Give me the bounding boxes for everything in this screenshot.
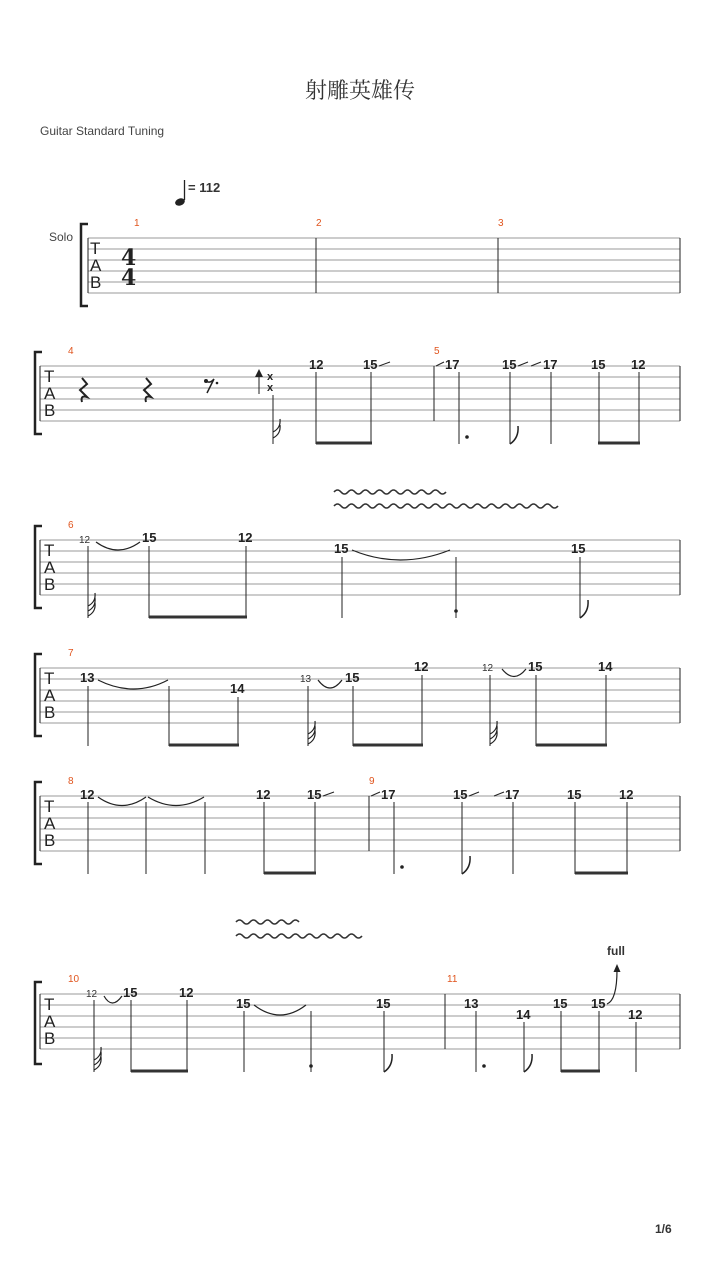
dot — [482, 1064, 486, 1068]
bar-number: 1 — [134, 218, 140, 229]
fret-number: 15 — [345, 670, 360, 685]
fret-number: 13 — [80, 670, 95, 685]
bar-number: 7 — [68, 648, 74, 659]
quarter-rest — [80, 378, 87, 402]
tremolo-flag — [88, 593, 95, 616]
bar-number: 2 — [316, 218, 322, 229]
fret-number: 15 — [142, 530, 157, 545]
flag — [580, 600, 588, 618]
eighth-rest — [204, 379, 218, 393]
system-5 — [35, 776, 680, 874]
slide-mark — [379, 362, 390, 366]
bar-number: 8 — [68, 776, 74, 787]
track-name: Solo — [49, 230, 74, 244]
staff-lines — [88, 238, 680, 293]
tab-letter-t: T — [44, 541, 55, 560]
vibrato-marks — [334, 490, 558, 508]
system-4 — [35, 648, 680, 746]
fret-number: 15 — [123, 985, 138, 1000]
fret-number: 15 — [502, 357, 517, 372]
tab-letter-b: B — [44, 575, 56, 594]
tab-letter-a: A — [44, 558, 56, 577]
slur — [502, 669, 526, 677]
tab-letter-t: T — [44, 669, 55, 688]
fret-number: 12 — [619, 787, 634, 802]
slur — [96, 542, 140, 550]
slide-mark — [518, 362, 528, 366]
note-stems — [88, 675, 606, 746]
fret-number: 12 — [309, 357, 324, 372]
fret-number: 12 — [414, 659, 429, 674]
slur — [318, 680, 342, 688]
fret-number: 12 — [238, 530, 253, 545]
dot — [400, 865, 404, 869]
tab-letter-a: A — [44, 384, 56, 403]
tab-letter-a: A — [90, 256, 102, 275]
dead-note-stroke — [255, 369, 280, 444]
fret-number: 12 — [628, 1007, 643, 1022]
system-3 — [35, 520, 680, 618]
fret-number: 15 — [453, 787, 468, 802]
tab-letter-b: B — [90, 273, 102, 292]
slide-mark — [323, 792, 334, 796]
tie — [254, 1005, 306, 1015]
fret-number: 15 — [553, 996, 568, 1011]
dot — [309, 1064, 313, 1068]
fret-number: 12 — [256, 787, 271, 802]
system-6 — [35, 944, 680, 1072]
system-bracket — [35, 654, 42, 736]
tab-letter-t: T — [44, 995, 55, 1014]
tremolo-flag — [94, 1047, 101, 1070]
tremolo-flag — [308, 721, 315, 744]
system-bracket — [35, 782, 42, 864]
fret-number-grace: 12 — [86, 989, 98, 1000]
flag — [524, 1054, 532, 1072]
fret-number-grace: 13 — [300, 674, 312, 685]
tab-letter-t: T — [90, 239, 101, 258]
system-bracket — [81, 224, 88, 306]
staff-lines — [40, 796, 680, 851]
tab-letter-a: A — [44, 814, 56, 833]
tempo-marking: = 112 — [188, 180, 221, 195]
note-stems — [88, 802, 627, 874]
tab-letter-t: T — [44, 367, 55, 386]
score-title: 射雕英雄传 — [304, 79, 415, 104]
fret-number: 13 — [464, 996, 479, 1011]
slide-mark — [494, 792, 504, 796]
tab-letter-t: T — [44, 797, 55, 816]
note-stems — [88, 546, 580, 618]
bar-number: 3 — [498, 218, 504, 229]
system-bracket — [35, 526, 42, 608]
fret-number-grace: 12 — [79, 535, 91, 546]
fret-number: 17 — [505, 787, 520, 802]
fret-number: 15 — [236, 996, 251, 1011]
fret-number: 15 — [528, 659, 543, 674]
tab-letter-b: B — [44, 401, 56, 420]
fret-number-grace: 12 — [482, 663, 494, 674]
quarter-rest — [144, 378, 151, 402]
fret-number: 12 — [179, 985, 194, 1000]
fret-number: 15 — [591, 996, 606, 1011]
svg-text:x: x — [267, 382, 274, 394]
quarter-note-icon — [174, 180, 186, 207]
tie — [98, 797, 146, 806]
tie — [148, 797, 204, 806]
tie — [98, 680, 168, 689]
staff-lines — [40, 366, 680, 421]
bar-number: 4 — [68, 346, 74, 357]
slide-mark — [436, 362, 444, 366]
dot — [454, 609, 458, 613]
staff-lines — [40, 668, 680, 723]
bend-label: full — [607, 944, 625, 958]
tab-letter-b: B — [44, 703, 56, 722]
flag — [384, 1054, 392, 1072]
bar-number: 9 — [369, 776, 375, 787]
tremolo-flag — [490, 721, 497, 744]
fret-number: 17 — [381, 787, 396, 802]
fret-number: 17 — [445, 357, 460, 372]
slide-mark — [531, 362, 541, 366]
fret-number: 15 — [376, 996, 391, 1011]
fret-number: 17 — [543, 357, 558, 372]
time-signature-bottom: 4 — [121, 265, 137, 291]
slide-mark — [469, 792, 479, 796]
bar-number: 11 — [447, 974, 458, 985]
svg-text:x: x — [267, 371, 274, 383]
note-stems — [316, 372, 639, 444]
bar-number: 5 — [434, 346, 440, 357]
fret-number: 15 — [591, 357, 606, 372]
tuning-label: Guitar Standard Tuning — [40, 124, 165, 138]
tab-letter-a: A — [44, 1012, 56, 1031]
system-1 — [49, 218, 680, 306]
system-bracket — [35, 352, 42, 434]
bar-number: 6 — [68, 520, 74, 531]
fret-number: 14 — [598, 659, 613, 674]
slur — [104, 996, 122, 1003]
fret-number: 14 — [516, 1007, 531, 1022]
fret-number: 15 — [334, 541, 349, 556]
fret-number: 12 — [631, 357, 646, 372]
fret-number: 15 — [567, 787, 582, 802]
tab-letter-b: B — [44, 831, 56, 850]
tab-letter-a: A — [44, 686, 56, 705]
bend-arrow — [607, 944, 625, 1004]
fret-number: 15 — [363, 357, 378, 372]
flag — [462, 856, 470, 874]
bar-number: 10 — [68, 974, 80, 985]
flag — [510, 426, 518, 444]
staff-lines — [40, 994, 680, 1049]
tab-letter-b: B — [44, 1029, 56, 1048]
fret-number: 15 — [571, 541, 586, 556]
slide-mark — [371, 792, 380, 796]
vibrato-marks — [236, 920, 362, 938]
page-number: 1/6 — [655, 1222, 672, 1236]
system-2 — [35, 346, 680, 444]
fret-number: 14 — [230, 681, 245, 696]
dot — [465, 435, 469, 439]
fret-number: 15 — [307, 787, 322, 802]
fret-number: 12 — [80, 787, 95, 802]
time-signature-top: 4 — [121, 245, 137, 271]
